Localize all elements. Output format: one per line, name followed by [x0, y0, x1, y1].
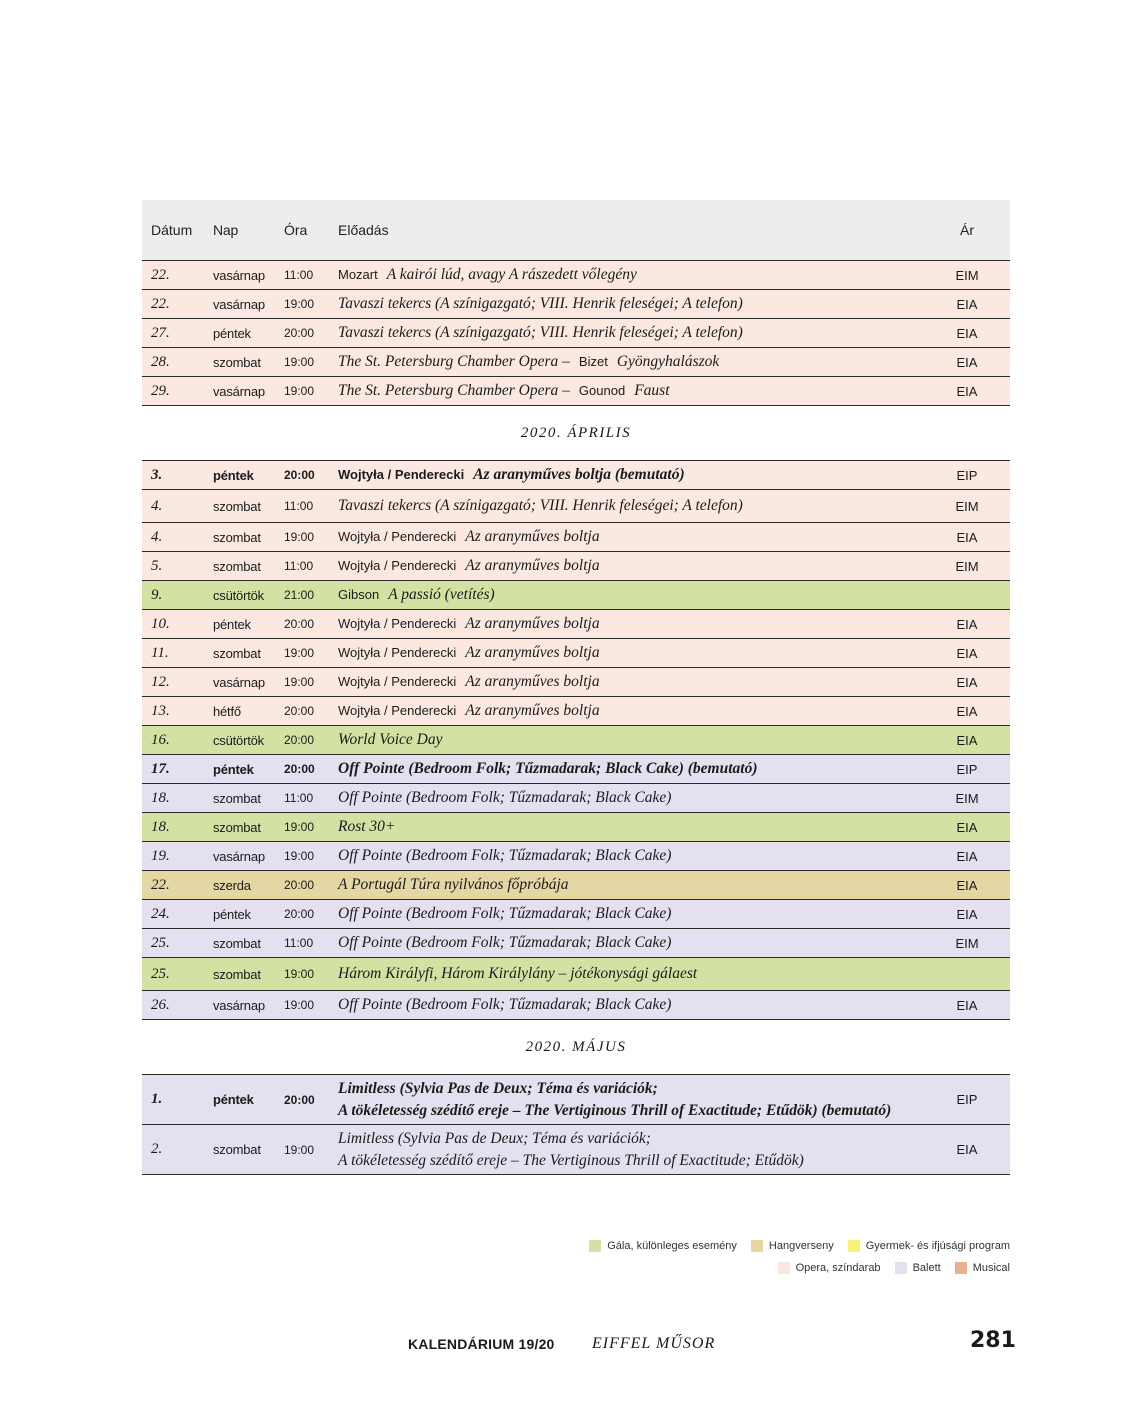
row-price: EIA: [956, 877, 978, 893]
row-price: EIA: [956, 354, 978, 370]
legend-item: [955, 1262, 1010, 1274]
row-day: szombat: [213, 498, 261, 514]
show-title: Off Pointe (Bedroom Folk; Tűzmadarak; Black Cake): [338, 934, 672, 951]
show-composer: Mozart: [338, 267, 378, 282]
table-row: [142, 871, 1010, 900]
show-title: Az aranyműves boltja: [465, 673, 600, 690]
show-title: Az aranyműves boltja: [465, 557, 600, 574]
row-show: [338, 847, 924, 865]
page-footer: [0, 1330, 1123, 1360]
section-title: EIFFEL MŰSOR: [592, 1335, 716, 1352]
row-show: [338, 497, 924, 515]
row-price: EIA: [956, 732, 978, 748]
legend-label: Musical: [972, 1262, 1010, 1274]
row-day: szombat: [213, 558, 261, 574]
show-line-2: [338, 1100, 924, 1122]
row-date: 26.: [151, 996, 170, 1013]
row-day: hétfő: [213, 703, 241, 719]
row-show: [338, 934, 924, 952]
row-show: [338, 876, 924, 894]
row-show: [338, 1078, 924, 1122]
show-title: Tavaszi tekercs (A színigazgató; VIII. Henrik feleségei; A telefon): [338, 295, 743, 312]
row-day: csütörtök: [213, 587, 264, 603]
header-date: Dátum: [151, 222, 193, 238]
row-day: vasárnap: [213, 267, 265, 283]
table-row: [142, 842, 1010, 871]
table-row: [142, 755, 1010, 784]
table-row: [142, 490, 1010, 523]
row-show: [338, 789, 924, 807]
show-line-1: [338, 1128, 924, 1150]
show-title: Az aranyműves boltja: [465, 528, 600, 545]
row-time: 11:00: [284, 791, 314, 805]
month-heading: 2020. ÁPRILIS: [142, 406, 1010, 461]
legend-swatch: [848, 1240, 860, 1252]
header-day: Nap: [213, 222, 239, 238]
row-date: 9.: [151, 586, 163, 603]
row-show: [338, 702, 924, 720]
row-price: EIM: [955, 558, 979, 574]
table-row: [142, 784, 1010, 813]
show-composer: Wojtyła / Penderecki: [338, 529, 457, 544]
header-show: Előadás: [338, 222, 389, 238]
table-body: [142, 261, 1010, 1175]
table-row: [142, 319, 1010, 348]
row-show: [338, 466, 924, 484]
row-time: 11:00: [284, 936, 314, 950]
row-time: 19:00: [284, 384, 315, 398]
row-show: [338, 1128, 924, 1172]
legend-swatch: [751, 1240, 763, 1252]
show-composer: Wojtyła / Penderecki: [338, 645, 457, 660]
row-day: szombat: [213, 790, 261, 806]
show-title: Az aranyműves boltja: [465, 615, 600, 632]
show-title: Off Pointe (Bedroom Folk; Tűzmadarak; Black Cake): [338, 789, 672, 806]
table-row: [142, 348, 1010, 377]
show-title: Off Pointe (Bedroom Folk; Tűzmadarak; Black Cake): [338, 996, 672, 1013]
row-price: EIA: [956, 1142, 978, 1157]
legend-label: Gála, különleges esemény: [607, 1240, 737, 1252]
row-time: 20:00: [284, 704, 315, 718]
header-price: Ár: [960, 222, 974, 238]
row-date: 17.: [151, 760, 170, 777]
row-show: [338, 760, 924, 778]
legend-swatch: [589, 1240, 601, 1252]
month-heading: 2020. MÁJUS: [142, 1020, 1010, 1075]
row-time: 20:00: [284, 878, 315, 892]
row-date: 25.: [151, 934, 170, 951]
row-date: 3.: [151, 466, 163, 483]
table-row: [142, 1125, 1010, 1175]
row-price: EIA: [956, 848, 978, 864]
row-show: [338, 382, 924, 400]
row-price: EIA: [956, 674, 978, 690]
legend-label: Balett: [912, 1262, 941, 1274]
row-day: péntek: [213, 1092, 254, 1107]
legend-item: [895, 1262, 941, 1274]
show-composer: Wojtyła / Penderecki: [338, 674, 457, 689]
show-title: Az aranyműves boltja: [465, 644, 600, 661]
row-day: péntek: [213, 325, 251, 341]
show-title: The St. Petersburg Chamber Opera –: [338, 382, 570, 399]
row-time: 19:00: [284, 849, 315, 863]
row-show: [338, 615, 924, 633]
row-day: szombat: [213, 819, 261, 835]
row-date: 11.: [151, 644, 169, 661]
table-row: [142, 523, 1010, 552]
show-title-continued: A tökéletesség szédítő ereje – The Vertiginous Thrill of Exactitude; Etűdök) (bemutató): [338, 1101, 892, 1119]
row-day: szombat: [213, 645, 261, 661]
legend-label: Opera, színdarab: [795, 1262, 881, 1274]
show-title-2: Faust: [634, 382, 670, 399]
row-time: 20:00: [284, 617, 315, 631]
show-title: The St. Petersburg Chamber Opera –: [338, 353, 570, 370]
row-day: vasárnap: [213, 296, 265, 312]
show-title: Tavaszi tekercs (A színigazgató; VIII. Henrik feleségei; A telefon): [338, 324, 743, 341]
show-title: Tavaszi tekercs (A színigazgató; VIII. Henrik feleségei; A telefon): [338, 497, 743, 514]
magazine-title: KALENDÁRIUM 19/20: [408, 1336, 555, 1352]
row-show: [338, 905, 924, 923]
show-line-2: [338, 1150, 924, 1172]
row-price: EIM: [955, 935, 979, 951]
row-date: 25.: [151, 965, 170, 982]
row-time: 20:00: [284, 762, 315, 776]
show-title: Rost 30+: [338, 818, 396, 835]
row-date: 12.: [151, 673, 170, 690]
show-title: A passió (vetítés): [388, 586, 495, 603]
row-show: [338, 528, 924, 546]
table-row: [142, 900, 1010, 929]
row-date: 22.: [151, 266, 170, 283]
show-composer: Wojtyła / Penderecki: [338, 467, 465, 482]
row-day: szombat: [213, 529, 261, 545]
row-show: [338, 996, 924, 1014]
show-composer: Wojtyła / Penderecki: [338, 616, 457, 631]
table-row: [142, 991, 1010, 1020]
table-row: [142, 461, 1010, 490]
row-date: 22.: [151, 295, 170, 312]
show-title: Limitless (Sylvia Pas de Deux; Téma és variációk;: [338, 1079, 658, 1097]
row-show: [338, 266, 924, 284]
row-price: EIP: [956, 467, 978, 483]
row-price: EIM: [955, 267, 979, 283]
legend-label: Gyermek- és ifjúsági program: [865, 1240, 1010, 1252]
row-time: 19:00: [284, 967, 315, 981]
row-price: EIM: [955, 790, 979, 806]
row-price: EIA: [956, 383, 978, 399]
schedule-table: [142, 200, 1010, 1175]
row-show: [338, 295, 924, 313]
row-show: [338, 644, 924, 662]
row-time: 19:00: [284, 820, 315, 834]
row-time: 20:00: [284, 733, 315, 747]
row-date: 5.: [151, 557, 163, 574]
legend-line-1: [560, 1240, 1010, 1252]
table-row: [142, 813, 1010, 842]
table-row: [142, 290, 1010, 319]
row-time: 20:00: [284, 326, 315, 340]
row-day: vasárnap: [213, 848, 265, 864]
row-date: 4.: [151, 528, 163, 545]
show-title: Off Pointe (Bedroom Folk; Tűzmadarak; Black Cake) (bemutató): [338, 760, 758, 777]
show-title: World Voice Day: [338, 731, 443, 748]
table-row: [142, 377, 1010, 406]
row-date: 29.: [151, 382, 170, 399]
show-title: Az aranyműves boltja (bemutató): [473, 466, 685, 483]
header-time: Óra: [284, 222, 308, 238]
row-show: [338, 353, 924, 371]
row-show: [338, 324, 924, 342]
row-day: szombat: [213, 935, 261, 951]
row-price: EIA: [956, 645, 978, 661]
row-time: 20:00: [284, 468, 315, 482]
row-price: EIA: [956, 616, 978, 632]
page-number: 281: [970, 1328, 1016, 1353]
row-date: 19.: [151, 847, 170, 864]
row-price: EIA: [956, 997, 978, 1013]
table-row: [142, 639, 1010, 668]
row-show: [338, 731, 924, 749]
table-row: [142, 697, 1010, 726]
row-time: 21:00: [284, 588, 315, 602]
legend-label: Hangverseny: [768, 1240, 834, 1252]
row-date: 4.: [151, 497, 163, 514]
show-composer-2: Bizet: [578, 354, 608, 369]
row-price: EIA: [956, 325, 978, 341]
row-time: 19:00: [284, 530, 315, 544]
row-day: csütörtök: [213, 732, 264, 748]
row-day: szombat: [213, 354, 261, 370]
legend-swatch: [895, 1262, 907, 1274]
row-day: vasárnap: [213, 383, 265, 399]
row-date: 24.: [151, 905, 170, 922]
table-row: [142, 958, 1010, 991]
row-price: EIA: [956, 819, 978, 835]
row-date: 28.: [151, 353, 170, 370]
table-row: [142, 552, 1010, 581]
table-row: [142, 581, 1010, 610]
row-date: 18.: [151, 818, 170, 835]
row-date: 16.: [151, 731, 170, 748]
row-show: [338, 965, 924, 983]
row-date: 13.: [151, 702, 170, 719]
table-header: [142, 200, 1010, 261]
row-time: 11:00: [284, 268, 314, 282]
legend-line-2: [560, 1262, 1010, 1274]
row-day: szerda: [213, 877, 251, 893]
row-date: 2.: [151, 1141, 163, 1157]
legend-swatch: [955, 1262, 967, 1274]
show-composer: Gibson: [338, 587, 380, 602]
row-price: EIP: [956, 1092, 978, 1107]
legend-swatch: [778, 1262, 790, 1274]
legend-item: [751, 1240, 834, 1252]
row-time: 19:00: [284, 355, 315, 369]
show-title: A kairói lúd, avagy A rászedett vőlegény: [386, 266, 637, 283]
row-show: [338, 586, 924, 604]
legend-item: [848, 1240, 1010, 1252]
row-price: EIA: [956, 529, 978, 545]
row-date: 27.: [151, 324, 170, 341]
row-price: EIA: [956, 906, 978, 922]
row-time: 19:00: [284, 675, 315, 689]
show-title: Limitless (Sylvia Pas de Deux; Téma és variációk;: [338, 1129, 651, 1147]
row-day: vasárnap: [213, 997, 265, 1013]
table-row: [142, 1075, 1010, 1125]
row-time: 20:00: [284, 1092, 315, 1107]
row-price: EIM: [955, 498, 979, 514]
row-time: 19:00: [284, 998, 315, 1012]
show-line-1: [338, 1078, 924, 1100]
row-time: 11:00: [284, 559, 314, 573]
row-show: [338, 673, 924, 691]
category-legend: [560, 1240, 1010, 1284]
table-row: [142, 610, 1010, 639]
show-composer-2: Gounod: [578, 383, 626, 398]
row-day: péntek: [213, 616, 251, 632]
row-date: 1.: [151, 1091, 163, 1107]
show-composer: Wojtyła / Penderecki: [338, 703, 457, 718]
row-day: szombat: [213, 1142, 261, 1157]
row-time: 20:00: [284, 907, 315, 921]
show-title: Három Királyfi, Három Királylány – jótékonysági gálaest: [338, 965, 698, 982]
show-composer: Wojtyła / Penderecki: [338, 558, 457, 573]
show-title: Off Pointe (Bedroom Folk; Tűzmadarak; Black Cake): [338, 847, 672, 864]
show-title-continued: A tökéletesség szédítő ereje – The Vertiginous Thrill of Exactitude; Etűdök): [338, 1151, 804, 1169]
row-day: szombat: [213, 966, 261, 982]
row-show: [338, 818, 924, 836]
table-row: [142, 668, 1010, 697]
table-row: [142, 726, 1010, 755]
row-day: vasárnap: [213, 674, 265, 690]
show-title: Off Pointe (Bedroom Folk; Tűzmadarak; Black Cake): [338, 905, 672, 922]
row-day: péntek: [213, 467, 254, 483]
legend-item: [778, 1262, 881, 1274]
table-row: [142, 929, 1010, 958]
row-time: 19:00: [284, 1142, 315, 1157]
row-date: 18.: [151, 789, 170, 806]
row-day: péntek: [213, 906, 251, 922]
row-show: [338, 557, 924, 575]
row-day: péntek: [213, 761, 254, 777]
row-price: EIP: [956, 761, 978, 777]
table-row: [142, 261, 1010, 290]
row-time: 19:00: [284, 297, 315, 311]
row-time: 11:00: [284, 499, 314, 513]
show-title: A Portugál Túra nyilvános főpróbája: [338, 876, 569, 893]
show-title: Az aranyműves boltja: [465, 702, 600, 719]
row-date: 22.: [151, 876, 170, 893]
row-price: EIA: [956, 296, 978, 312]
show-title-2: Gyöngyhalászok: [616, 353, 720, 370]
row-date: 10.: [151, 615, 170, 632]
legend-item: [589, 1240, 737, 1252]
row-price: EIA: [956, 703, 978, 719]
row-time: 19:00: [284, 646, 315, 660]
